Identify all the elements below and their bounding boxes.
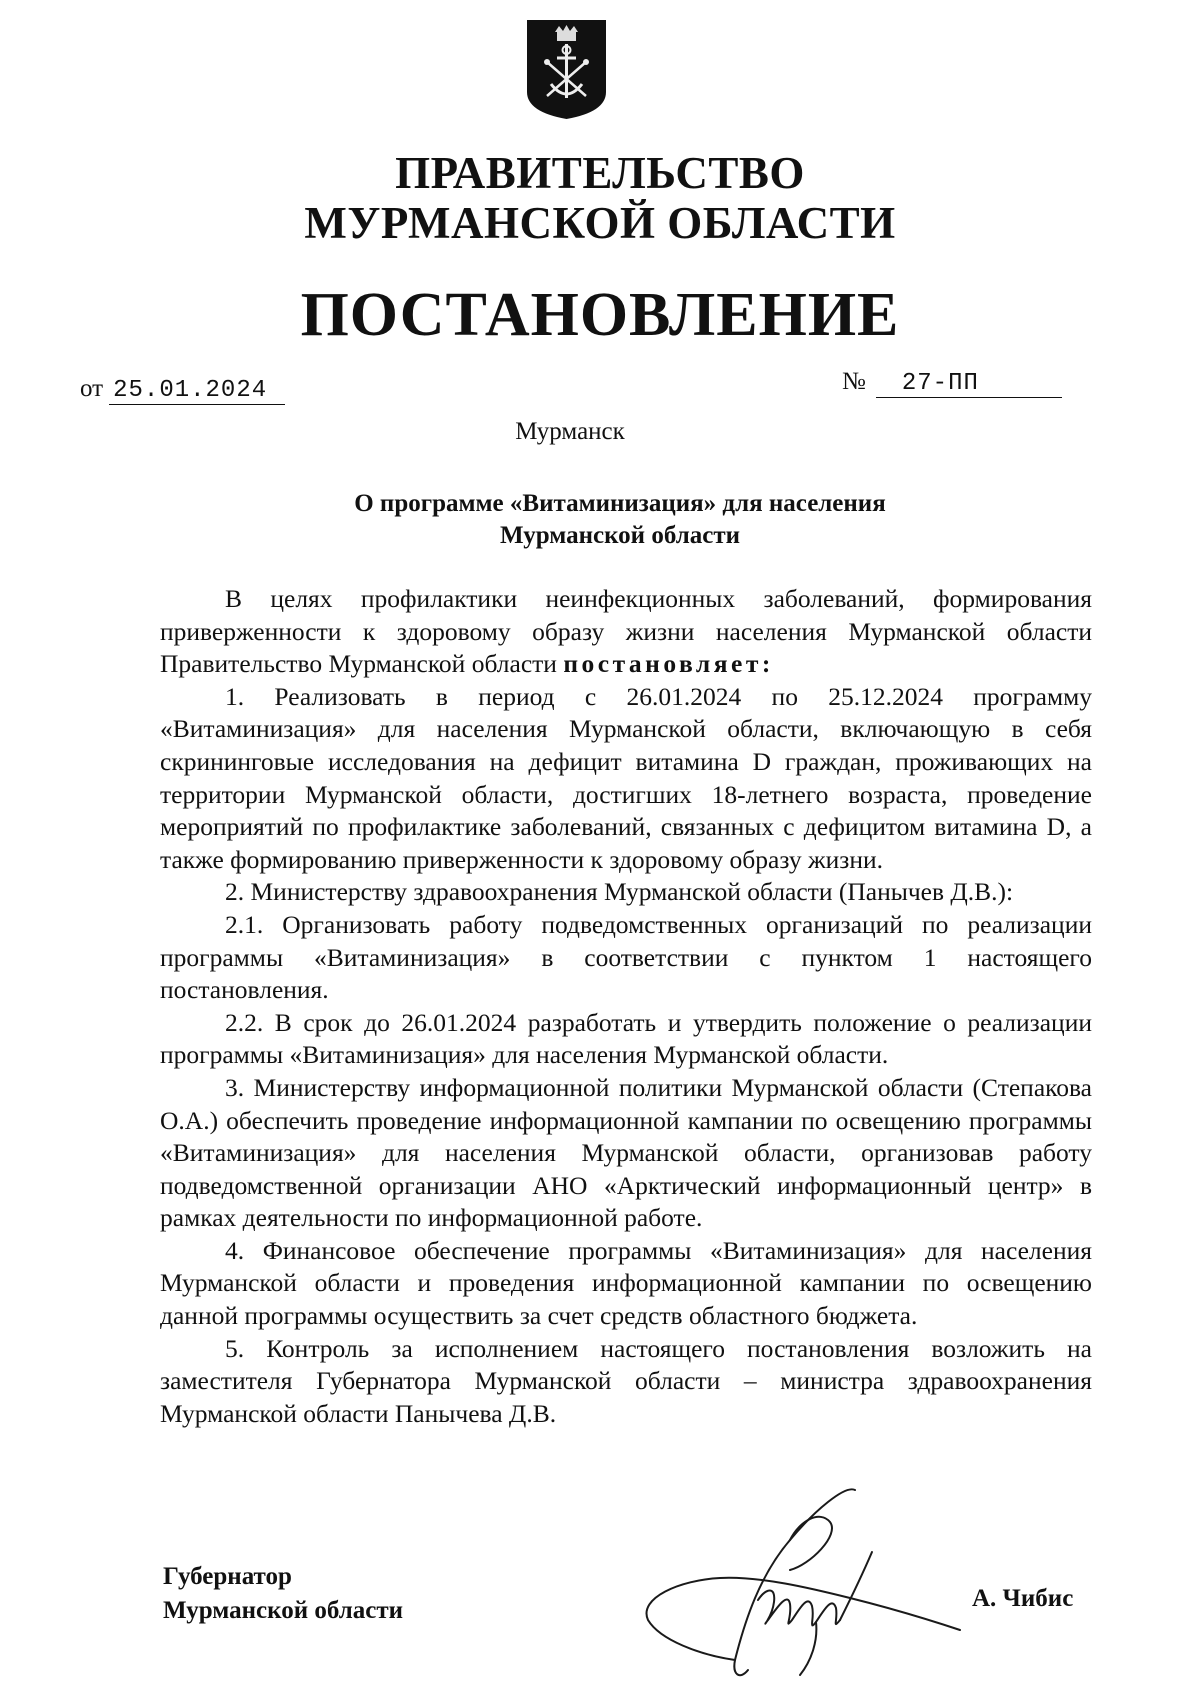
signer-position-line1: Губернатор: [163, 1563, 292, 1590]
intro-paragraph: [160, 583, 1092, 681]
intro-verb: постановляет:: [563, 649, 774, 679]
signer-position-line2: Мурманской области: [163, 1597, 404, 1624]
coat-of-arms-icon: [527, 20, 606, 119]
paragraph-2: 2. Министерству здравоохранения Мурманской области (Панычев Д.В.):: [225, 877, 1014, 907]
document-date: 25.01.2024: [109, 377, 285, 405]
intro-text: В целях профилактики неинфекционных заболеваний, формирования приверженности к здоровому образу жизни населения Мурманской области Правительство Мурманской области: [160, 584, 1092, 679]
handwritten-signature: [640, 1480, 970, 1685]
government-title-line1: ПРАВИТЕЛЬСТВО: [395, 148, 805, 198]
subject-line2: Мурманской области: [499, 522, 741, 549]
document-type: ПОСТАНОВЛЕНИЕ: [300, 281, 900, 349]
paragraph-1: 1. Реализовать в период с 26.01.2024 по 25.12.2024 программу «Витаминизация» для населения Мурманской области, включающую в себя скрининговые исследования на дефицит витамина D граждан, проживающих на территории Мурманской области, достигших 18-летнего возраста, проведение мероприятий по профилактике заболеваний, связанных с дефицитом витамина D, а также формированию приверженности к здоровому образу жизни.: [160, 681, 1092, 874]
number-field: [842, 368, 1062, 398]
paragraph-3: 3. Министерству информационной политики Мурманской области (Степакова О.А.) обеспечить проведение информационной кампании по освещению программы «Витаминизация» для населения Мурманской области, организовав работу подведомственной организации АНО «Арктический информационный центр» в рамках деятельности по информационной работе.: [160, 1072, 1092, 1233]
signer-name: А. Чибис: [972, 1585, 1074, 1612]
city: Мурманск: [515, 418, 625, 445]
government-title-line2: МУРМАНСКОЙ ОБЛАСТИ: [304, 198, 896, 248]
paragraph-2-2: 2.2. В срок до 26.01.2024 разработать и утвердить положение о реализации программы «Витаминизация» для населения Мурманской области.: [160, 1007, 1092, 1070]
document-body: [160, 583, 1092, 1430]
subject-line1: О программе «Витаминизация» для населения: [354, 490, 886, 517]
date-prefix: от: [80, 375, 104, 402]
paragraph-2-1: 2.1. Организовать работу подведомственных организаций по реализации программы «Витаминизация» в соответствии с пунктом 1 настоящего постановления.: [160, 909, 1092, 1005]
number-prefix: №: [842, 368, 866, 395]
document-subject: [0, 488, 1200, 552]
date-field: [80, 375, 285, 405]
signer-position: [163, 1560, 403, 1628]
paragraph-4: 4. Финансовое обеспечение программы «Витаминизация» для населения Мурманской области и проведения информационной кампании по освещению данной программы осуществить за счет средств областного бюджета.: [160, 1235, 1092, 1331]
paragraph-5: 5. Контроль за исполнением настоящего постановления возложить на заместителя Губернатора Мурманской области – министра здравоохранения Мурманской области Панычева Д.В.: [160, 1333, 1092, 1428]
document-number: 27-ПП: [876, 370, 1062, 398]
government-title: [0, 148, 1200, 248]
